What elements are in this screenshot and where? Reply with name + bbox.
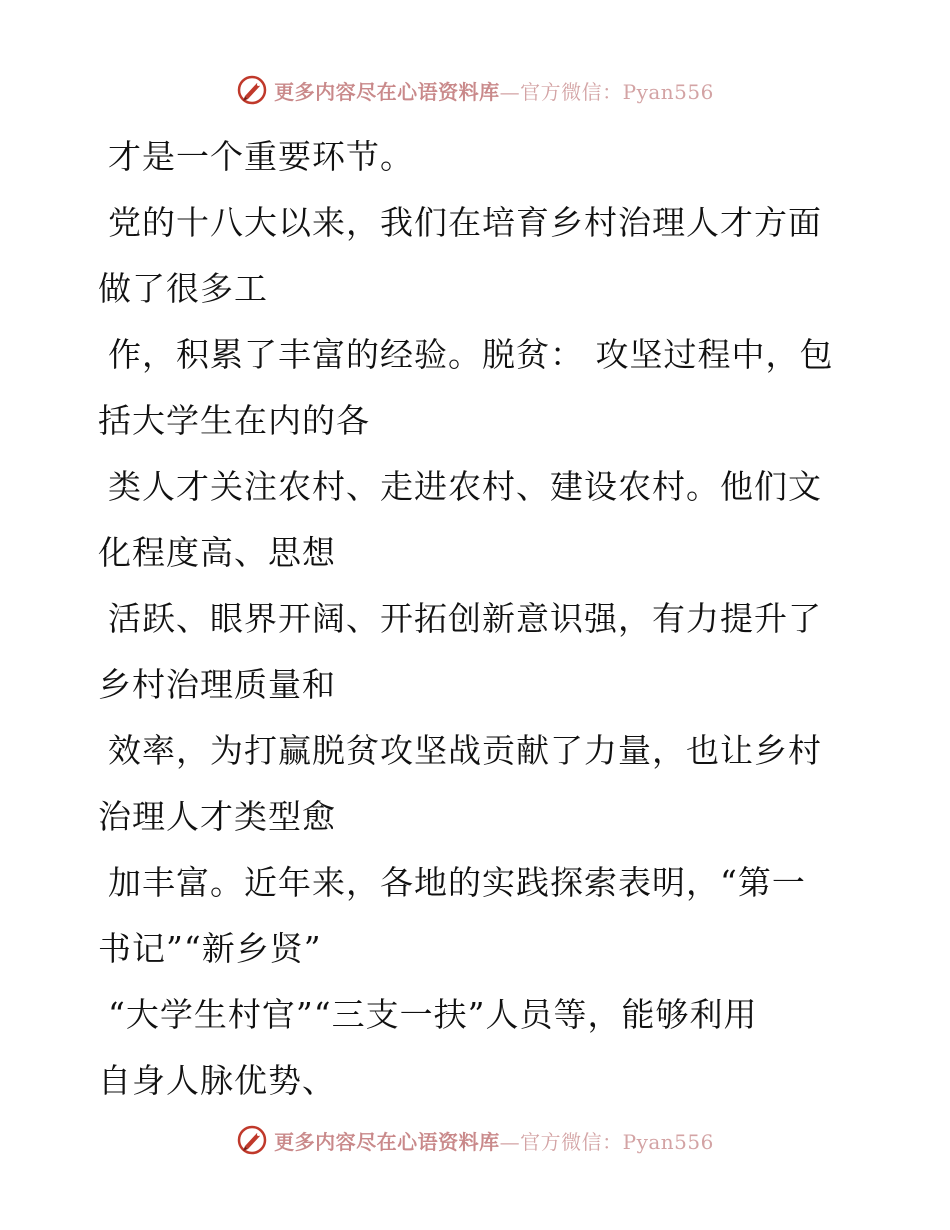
pen-seal-logo-icon bbox=[236, 1124, 268, 1156]
document-body bbox=[98, 124, 858, 1114]
text-line: 党的十八大以来，我们在培育乡村治理人才方面 bbox=[108, 203, 822, 242]
text-line: 括大学生在内的各 bbox=[98, 401, 370, 440]
text-line: “大学生村官”“三支一扶”人员等，能够利用 bbox=[108, 995, 758, 1034]
text-line: 才是一个重要环节。 bbox=[108, 137, 414, 176]
text-line: 类人才关注农村、走进农村、建设农村。他们文 bbox=[108, 467, 822, 506]
footer-watermark bbox=[0, 1120, 950, 1160]
text-line: 加丰富。近年来，各地的实践探索表明，“第一 bbox=[108, 863, 806, 902]
text-line: 作，积累了丰富的经验。脱贫： 攻坚过程中，包 bbox=[108, 335, 834, 374]
watermark-text: 更多内容尽在心语资料库—官方微信：Pyan556 bbox=[274, 79, 714, 104]
text-line: 自身人脉优势、 bbox=[98, 1061, 336, 1100]
watermark-text: 更多内容尽在心语资料库—官方微信：Pyan556 bbox=[274, 1129, 714, 1154]
header-watermark bbox=[0, 70, 950, 110]
text-line: 化程度高、思想 bbox=[98, 533, 336, 572]
text-line: 做了很多工 bbox=[98, 269, 268, 308]
text-line: 效率，为打赢脱贫攻坚战贡献了力量，也让乡村 bbox=[108, 731, 822, 770]
text-line: 乡村治理质量和 bbox=[98, 665, 336, 704]
text-line: 书记”“新乡贤” bbox=[98, 929, 322, 968]
text-line: 活跃、眼界开阔、开拓创新意识强，有力提升了 bbox=[108, 599, 822, 638]
text-line: 治理人才类型愈 bbox=[98, 797, 336, 836]
pen-seal-logo-icon bbox=[236, 74, 268, 106]
